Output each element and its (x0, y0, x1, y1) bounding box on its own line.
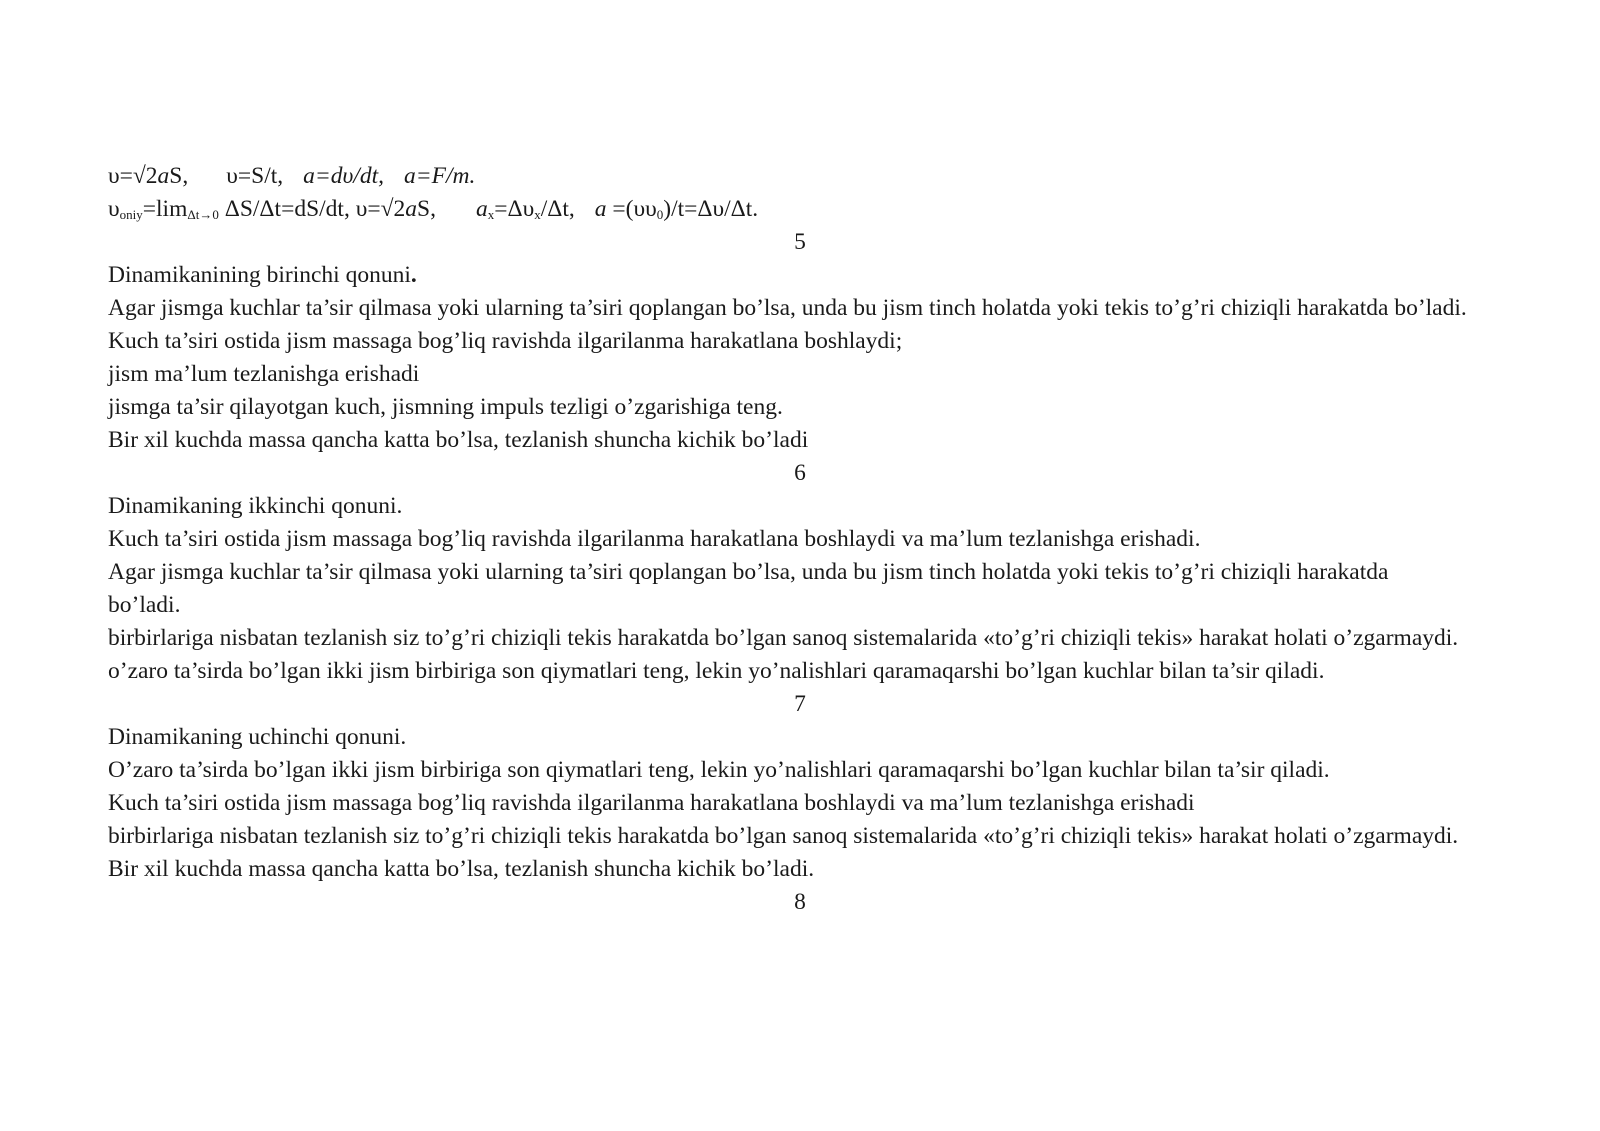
formula-line-1 (108, 160, 1492, 193)
page-number-7: 7 (794, 691, 806, 717)
list-item: birbirlariga nisbatan tezlanish siz to’g’ri chiziqli tekis harakatda bo’lgan sanoq sistemalarida «to’g’ri chiziqli tekis» harakat holati o’zgarmaydi. (108, 823, 1459, 849)
list-item: Bir xil kuchda massa qancha katta bo’lsa, tezlanish shuncha kichik bo’ladi (108, 427, 809, 453)
document-page (108, 160, 1492, 919)
page-number-5: 5 (794, 229, 806, 255)
list-item: birbirlariga nisbatan tezlanish siz to’g’ri chiziqli tekis harakatda bo’lgan sanoq sistemalarida «to’g’ri chiziqli tekis» harakat holati o’zgarmaydi. (108, 625, 1459, 651)
list-item: O’zaro ta’sirda bo’lgan ikki jism birbiriga son qiymatlari teng, lekin yo’nalishlari qaramaqarshi bo’lgan kuchlar bilan ta’sir qiladi. (108, 757, 1330, 783)
formula-line-2: $\upsilon_{oniy}=\lim_{\Delta t\to 0}$ ΔS/Δt=dS/dt, υ=√2aS, $a_x=\Delta\upsilon_x/\Delta t$, $a =(\upsilon\upsilon_0)/t=\Delta\upsilon/\Delta t$. (108, 196, 759, 222)
section-title-third-law: Dinamikaning uchinchi qonuni. (108, 724, 407, 750)
list-item: Kuch ta’siri ostida jism massaga bog’liq ravishda ilgarilanma harakatlana boshlaydi va ma’lum tezlanishga erishadi. (108, 526, 1201, 552)
list-item: jismga ta’sir qilayotgan kuch, jismning impuls tezligi o’zgarishiga teng. (108, 394, 783, 420)
formula-accel-f-m: a=F/m. (403, 163, 476, 189)
list-item: jism ma’lum tezlanishga erishadi (108, 361, 420, 387)
list-item: Kuch ta’siri ostida jism massaga bog’liq ravishda ilgarilanma harakatlana boshlaydi va ma’lum tezlanishga erishadi (108, 790, 1195, 816)
section-title-second-law: Dinamikaning ikkinchi qonuni. (108, 493, 403, 519)
formula-accel-dv-dt: a=dυ/dt, (303, 163, 384, 189)
list-item: Bir xil kuchda massa qancha katta bo’lsa, tezlanish shuncha kichik bo’ladi. (108, 856, 815, 882)
list-item: Agar jismga kuchlar ta’sir qilmasa yoki ularning ta’siri qoplangan bo’lsa, unda bu jism tinch holatda yoki tekis to’g’ri chiziqli harakatda bo’ladi. (108, 295, 1467, 321)
list-item: Agar jismga kuchlar ta’sir qilmasa yoki ularning ta’siri qoplangan bo’lsa, unda bu jism tinch holatda yoki tekis to’g’ri chiziqli harakatda bo’ladi. (108, 559, 1389, 618)
formula-velocity-s-t: υ=S/t, (226, 163, 284, 189)
section-title-first-law: Dinamikanining birinchi qonuni. (108, 262, 417, 288)
list-item: Kuch ta’siri ostida jism massaga bog’liq ravishda ilgarilanma harakatlana boshlaydi; (108, 328, 903, 354)
formula-velocity-sqrt: υ=√2aS, (108, 163, 189, 189)
page-number-6: 6 (794, 460, 806, 486)
page-number-8: 8 (794, 889, 806, 915)
list-item: o’zaro ta’sirda bo’lgan ikki jism birbiriga son qiymatlari teng, lekin yo’nalishlari qaramaqarshi bo’lgan kuchlar bilan ta’sir qiladi. (108, 658, 1325, 684)
